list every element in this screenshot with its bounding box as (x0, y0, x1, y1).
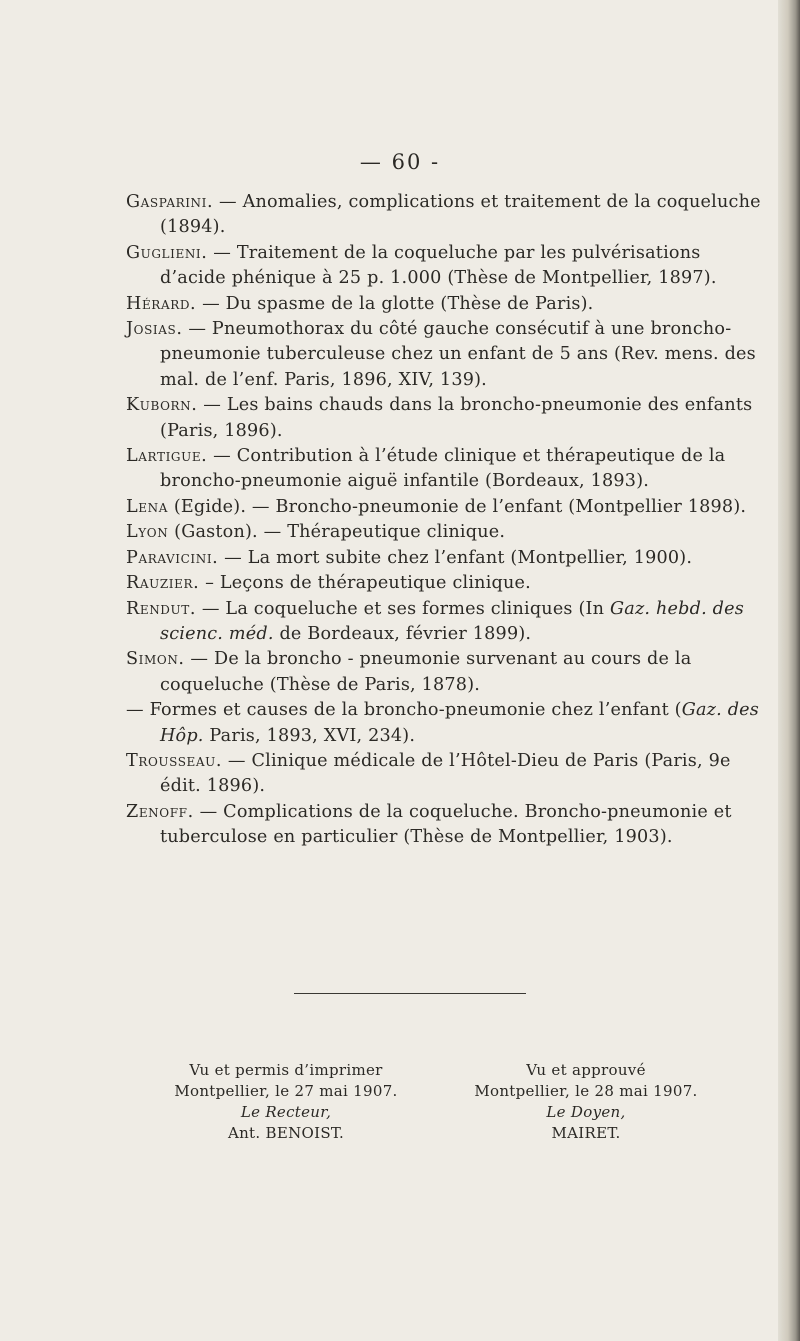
entry-author: Josias. (126, 319, 183, 340)
approval-signatory: MAIRET. (551, 1124, 621, 1142)
approval-role: Le Recteur, (240, 1103, 332, 1121)
bibliography-entry (126, 800, 772, 851)
entry-author: Rendut. (126, 598, 197, 619)
bibliography-entry (126, 520, 772, 545)
bibliography-entry (126, 190, 772, 241)
entry-text: (Egide). — Broncho-pneumonie de l’enfant (Montpellier 1898). (173, 496, 747, 517)
entry-author: Simon. (126, 649, 185, 670)
bibliography-entry (126, 444, 772, 495)
approval-recteur (166, 1060, 406, 1144)
entry-text: — Contribution à l’étude clinique et thérapeutique de la broncho-pneumonie aiguë infantile (Bordeaux, 1893). (160, 446, 726, 492)
bibliography-entry (126, 597, 772, 648)
entry-text: — Pneumothorax du côté gauche consécutif à une broncho-pneumonie tuberculeuse chez un enfant de 5 ans (Rev. mens. des mal. de l’enf. Paris, 1896, XIV, 139). (160, 319, 756, 390)
entry-author: Lartigue. (126, 446, 208, 467)
entry-text: (Gaston). — Thérapeutique clinique. (174, 522, 506, 543)
approval-line: Vu et permis d’imprimer (189, 1061, 383, 1079)
approval-role: Le Doyen, (546, 1103, 626, 1121)
bibliography-list (126, 190, 772, 851)
approval-doyen (466, 1060, 706, 1144)
entry-author: Zenoff. (126, 801, 194, 822)
bibliography-entry (126, 317, 772, 393)
entry-text: — Complications de la coqueluche. Broncho-pneumonie et tuberculose en particulier (Thèse de Montpellier, 1903). (160, 801, 732, 848)
page-number: — 60 - (359, 150, 441, 174)
bibliography-entry (126, 292, 772, 317)
entry-text: – Leçons de thérapeutique clinique. (205, 573, 531, 594)
entry-text: — Du spasme de la glotte (Thèse de Paris). (202, 293, 594, 314)
entry-text-tail: de Bordeaux, février 1899). (279, 623, 532, 644)
bibliography-entry (126, 495, 772, 520)
bibliography-entry (126, 571, 772, 596)
entry-author: Rauzier. (126, 573, 200, 594)
bibliography-entry (126, 698, 772, 749)
approval-date: Montpellier, le 27 mai 1907. (174, 1082, 398, 1100)
entry-author: Paravicini. (126, 547, 219, 568)
entry-text: — Formes et causes de la broncho-pneumonie chez l’enfant ( (126, 700, 682, 721)
entry-text: — De la broncho - pneumonie survenant au cours de la coqueluche (Thèse de Paris, 1878). (160, 649, 692, 695)
bibliography-entry (126, 749, 772, 800)
entry-text: — Les bains chauds dans la broncho-pneumonie des enfants (Paris, 1896). (160, 395, 753, 441)
entry-text: — La coqueluche et ses formes cliniques (In (201, 598, 605, 619)
bibliography-entry (126, 241, 772, 292)
approval-line: Vu et approuvé (526, 1061, 646, 1079)
entry-author: Lena (126, 496, 169, 517)
bibliography-entry (126, 393, 772, 444)
entry-author: Lyon (126, 522, 169, 543)
entry-journal-title: Gaz. hebd. des scienc. méd. (160, 598, 744, 644)
section-divider (294, 993, 526, 994)
entry-text-tail: Paris, 1893, XVI, 234). (209, 725, 416, 746)
entry-text: — Traitement de la coqueluche par les pulvérisations d’acide phénique à 25 p. 1.000 (Thèse de Montpellier, 1897). (160, 242, 717, 289)
approval-date: Montpellier, le 28 mai 1907. (474, 1082, 698, 1100)
bibliography-entry (126, 546, 772, 571)
bibliography-entry (126, 647, 772, 698)
entry-author: Guglieni. (126, 242, 208, 263)
entry-text: — Anomalies, complications et traitement de la coqueluche (1894). (160, 192, 761, 238)
entry-text: — Clinique médicale de l’Hôtel-Dieu de Paris (Paris, 9e édit. 1896). (160, 750, 731, 797)
approval-signatory: Ant. BENOIST. (227, 1124, 345, 1142)
entry-text: — La mort subite chez l’enfant (Montpellier, 1900). (224, 547, 693, 568)
entry-author: Trousseau. (126, 750, 223, 771)
entry-journal-title: Gaz. des Hôp. (160, 700, 760, 746)
entry-author: Gasparini. (126, 192, 214, 212)
page-edge-shadow (778, 0, 800, 1341)
entry-author: Hérard. (126, 293, 197, 314)
entry-author: Kuborn. (126, 395, 198, 416)
